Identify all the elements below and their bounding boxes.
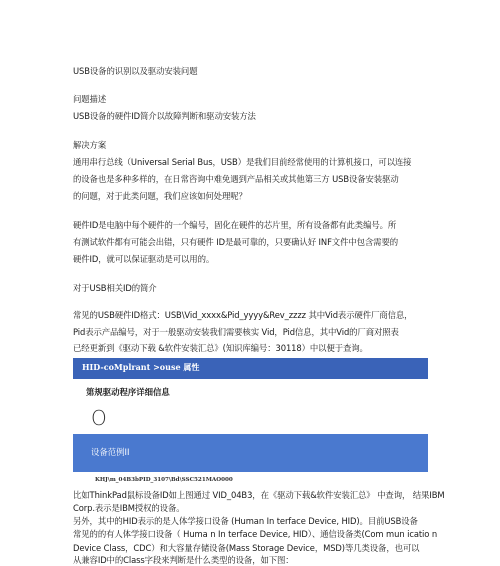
property-label: 设备范例II (91, 447, 130, 457)
paragraph-line: 比如ThinkPad鼠标设备ID如上图通过 VID_04B3，在《驱动下载&软件安装汇总》 中查询， 结果IBM (73, 490, 445, 500)
paragraph-line: 从兼容ID中的Class字段来判断是什么类型的设备，如下图： (73, 555, 294, 565)
section-heading-solution: 解决方案 (73, 140, 107, 150)
paragraph-line: 硬件ID，就可以保证驱动是可以用的。 (73, 254, 215, 264)
device-icon: O (91, 406, 107, 430)
paragraph-line: 常见的的有人体学接口设备（ Huma n In terface Device, HID）、通信设备类(Com mun icatio n (73, 529, 438, 539)
tab-driver-details[interactable]: 第规驱动程序详细信息 (86, 387, 170, 397)
dialog-title-bar (73, 358, 428, 379)
paragraph-line: 另外，其中的HID表示的是人体学接口设备 (Human In terface Device, HID)。目前USB设备 (73, 516, 418, 526)
paragraph-line: 常见的USB硬件ID格式：USB\Vid_xxxx&Pid_yyyy&Rev_zzzz 其中Vid表示硬件厂商信息， (73, 310, 413, 320)
paragraph-line: 硬件ID是电脑中每个硬件的一个编号，固化在硬件的芯片里，所有设备都有此类编号。所 (73, 220, 397, 230)
section-heading-usb-id: 对于USB相关ID的简介 (73, 283, 157, 293)
dialog-title: HID-coMplrant >ouse 属性 (82, 362, 200, 372)
problem-description: USB设备的硬件ID简介以故障判断和驱动安装方法 (73, 111, 256, 121)
hardware-id-caption: KHJ\m_04B3bPID_3107\Bd\SSC521MAO000 (95, 477, 233, 483)
doc-title: USB设备的识别以及驱动安装问题 (73, 66, 198, 76)
paragraph-line: 有测试软件都有可能会出错，只有硬件 ID是最可靠的，只要确认好 INF文件中包含需要的 (73, 237, 398, 247)
property-panel (73, 434, 428, 472)
paragraph-line: 已经更新到《驱动下载 &软件安装汇总》(知识库编号：30118）中以便于查询。 (73, 343, 368, 353)
paragraph-line: Corp.表示是IBM授权的设备。 (73, 503, 185, 513)
paragraph-line: Pid表示产品编号，对于一般驱动安装我们需要核实 Vid，Pid信息，其中Vid的厂商对照表 (73, 327, 399, 337)
paragraph-line: 的问题，对于此类问题，我们应该如何处理呢？ (73, 191, 247, 201)
paragraph-line: 的设备也是多种多样的，在日常咨询中难免遇到产品相关或其他第三方 USB设备安装驱动 (73, 174, 399, 184)
section-heading-problem: 问题描述 (73, 94, 107, 104)
paragraph-line: Device Class，CDC）和大容量存储设备(Mass Storage Device，MSD)等几类设备，也可以 (73, 543, 420, 553)
paragraph-line: 通用串行总线（Universal Serial Bus，USB）是我们目前经常使用的计算机接口，可以连接 (73, 157, 412, 167)
